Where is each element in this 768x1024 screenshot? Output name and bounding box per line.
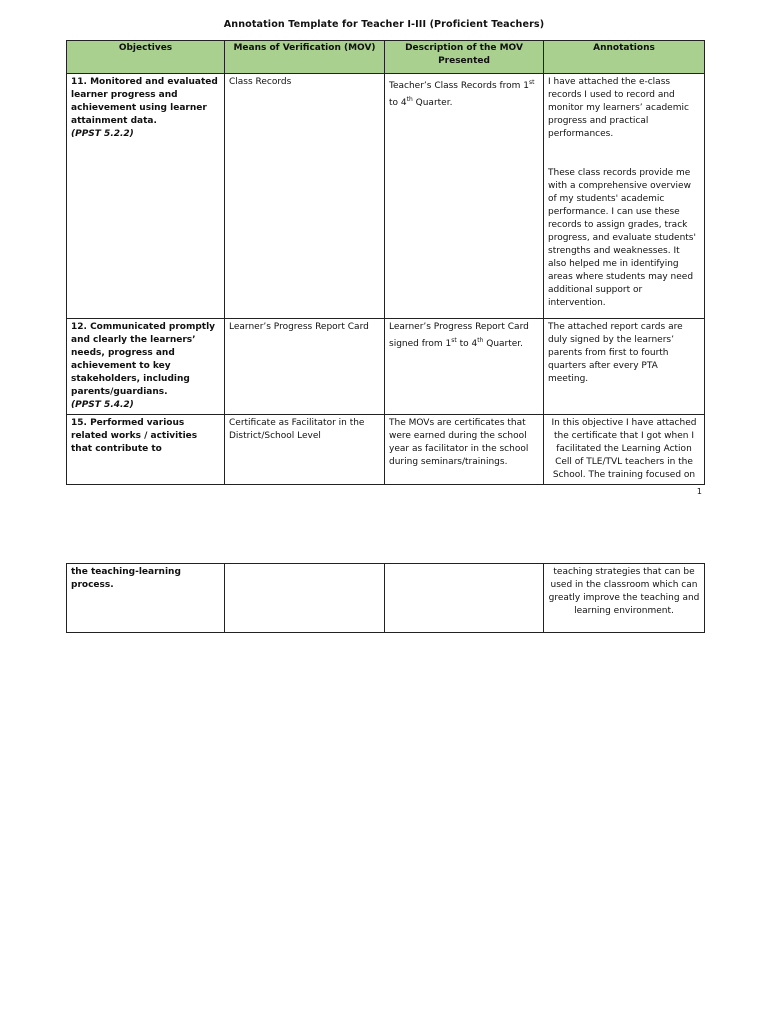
header-annotations: Annotations xyxy=(544,41,705,74)
mov-cell xyxy=(225,564,385,633)
annotation-paragraph: These class records provide me with a comprehensive overview of my students' academic performance. I can use these records to assign grades, track progress, and evaluate students' strengths and weaknesses. It also helped me in identifying areas where students may need additional support or intervention. xyxy=(548,168,696,308)
table-row xyxy=(67,74,705,319)
objective-cell xyxy=(67,74,225,319)
header-mov: Means of Verification (MOV) xyxy=(225,41,385,74)
table-row xyxy=(67,415,705,485)
description-cell: Learner’s Progress Report Card signed from 1st to 4th Quarter. xyxy=(385,319,544,415)
annotation-table xyxy=(66,40,705,485)
mov-cell: Class Records xyxy=(225,74,385,319)
mov-cell: Certificate as Facilitator in the District/School Level xyxy=(225,415,385,485)
continuation-table xyxy=(66,563,705,633)
description-cell: Teacher’s Class Records from 1st to 4th Quarter. xyxy=(385,74,544,319)
page-number: 1 xyxy=(696,487,702,496)
header-description: Description of the MOV Presented xyxy=(385,41,544,74)
annotation-cell: teaching strategies that can be used in the classroom which can greatly improve the teaching and learning environment. xyxy=(544,564,705,633)
header-objectives: Objectives xyxy=(67,41,225,74)
annotation-cell: The attached report cards are duly signed by the learners’ parents from first to fourth quarters after every PTA meeting. xyxy=(544,319,705,415)
description-cell: The MOVs are certificates that were earned during the school year as facilitator in the school during seminars/trainings. xyxy=(385,415,544,485)
table-header-row xyxy=(67,41,705,74)
objective-cell xyxy=(67,415,225,485)
annotation-paragraph: I have attached the e-class records I used to record and monitor my learners’ academic progress and practical performances. xyxy=(548,77,689,139)
objective-cell: the teaching-learning process. xyxy=(67,564,225,633)
ppst-code: (PPST 5.4.2) xyxy=(71,400,134,410)
description-cell xyxy=(385,564,544,633)
objective-text: 12. Communicated promptly and clearly the learners’ needs, progress and achievement to key stakeholders, including parents/guardians. xyxy=(71,322,216,397)
objective-text: 11. Monitored and evaluated learner progress and achievement using learner attainment data. xyxy=(71,77,218,126)
objective-text: 15. Performed various related works / activities that contribute to xyxy=(71,418,198,454)
annotation-cell: In this objective I have attached the certificate that I got when I facilitated the Learning Action Cell of TLE/TVL teachers in the School. The training focused on xyxy=(544,415,705,485)
mov-cell: Learner’s Progress Report Card xyxy=(225,319,385,415)
table-row xyxy=(67,564,705,633)
ppst-code: (PPST 5.2.2) xyxy=(71,129,134,139)
document-title: Annotation Template for Teacher I-III (Proficient Teachers) xyxy=(223,19,545,30)
annotation-cell xyxy=(544,74,705,319)
table-row xyxy=(67,319,705,415)
objective-cell xyxy=(67,319,225,415)
